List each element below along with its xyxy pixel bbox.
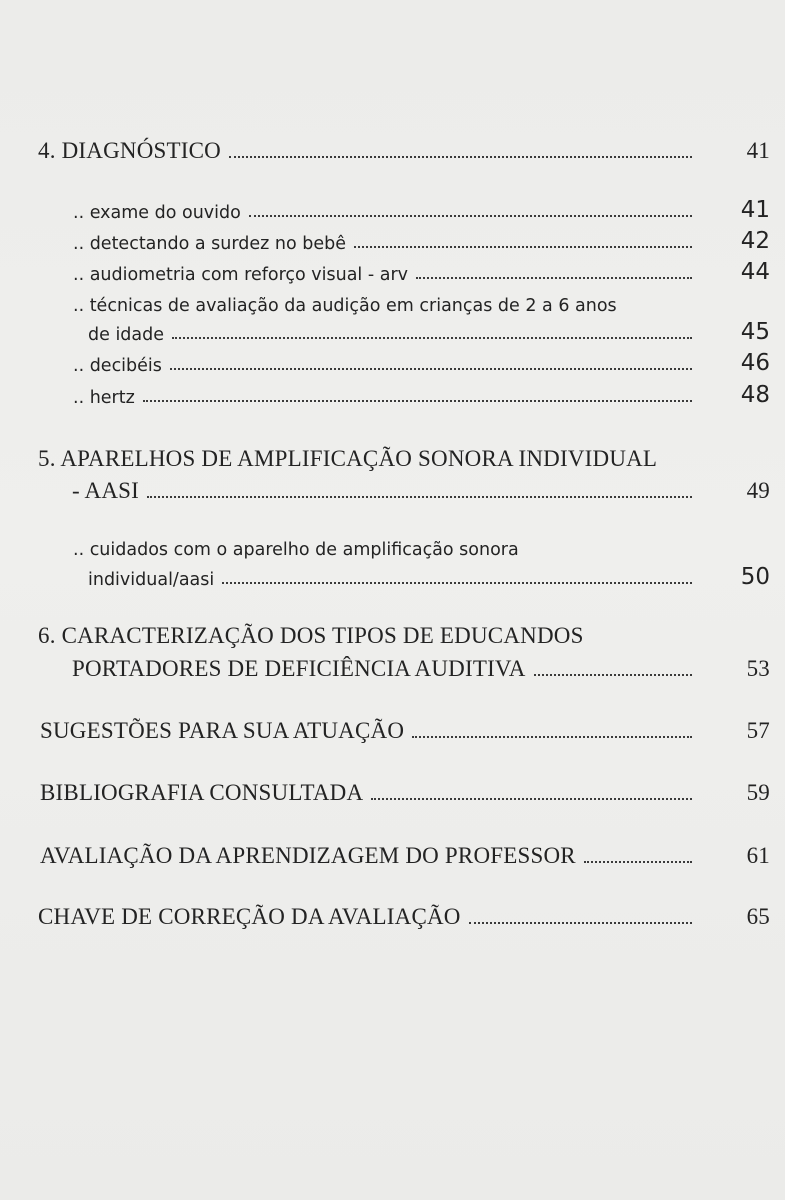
toc-subentry-hertz [73,382,770,408]
toc-subentry-cuidados-line1: .. cuidados com o aparelho de amplificação sonora [73,540,519,560]
toc-subentry-label: .. hertz [73,388,135,408]
toc-page-number: 65 [746,904,770,929]
toc-subentry-label: .. exame do ouvido [73,203,241,223]
toc-entry-caracterizacao [72,656,770,682]
toc-entry-bibliografia [40,780,770,806]
toc-leader-dots [170,368,692,370]
toc-page-number: 48 [740,382,770,408]
toc-leader-dots [249,215,692,217]
toc-leader-dots [354,246,692,248]
toc-entry-title: AVALIAÇÃO DA APRENDIZAGEM DO PROFESSOR [40,843,576,868]
toc-subentry-decibeis [73,350,770,376]
toc-entry-title: CHAVE DE CORREÇÃO DA AVALIAÇÃO [38,904,461,929]
toc-subentry-cuidados [88,564,770,590]
toc-page-number: 44 [740,259,770,285]
toc-page-number: 61 [746,843,770,868]
toc-leader-dots [143,400,692,402]
toc-subentry-label: .. audiometria com reforço visual - arv [73,265,409,285]
toc-subentry-tecnicas-line1: .. técnicas de avaliação da audição em crianças de 2 a 6 anos [73,296,617,316]
toc-entry-sugestoes [40,718,770,744]
toc-page-number: 41 [740,197,770,223]
toc-leader-dots [469,922,692,924]
toc-subentry-detectando-surdez [73,228,770,254]
toc-page-number: 45 [740,319,770,345]
toc-entry-title: - AASI [72,478,140,503]
toc-page-number: 49 [746,478,770,503]
toc-page-number: 42 [740,228,770,254]
toc-entry-title: BIBLIOGRAFIA CONSULTADA [40,780,364,805]
toc-page-number: 46 [740,350,770,376]
toc-subentry-tecnicas [88,319,770,345]
toc-leader-dots [534,674,692,676]
toc-page-number: 53 [746,656,770,681]
toc-subentry-audiometria [73,259,770,285]
toc-entry-aparelhos-line1: 5. APARELHOS DE AMPLIFICAÇÃO SONORA INDIVIDUAL [38,446,658,471]
toc-subentry-label: .. detectando a surdez no bebê [73,234,346,254]
toc-page-number: 41 [746,138,770,163]
toc-entry-title: SUGESTÕES PARA SUA ATUAÇÃO [40,718,405,743]
toc-leader-dots [416,277,692,279]
toc-leader-dots [371,798,692,800]
toc-entry-title: 4. DIAGNÓSTICO [38,138,221,163]
toc-leader-dots [172,337,692,339]
toc-leader-dots [584,861,692,863]
toc-leader-dots [229,156,692,158]
toc-subentry-label: .. decibéis [73,356,162,376]
toc-leader-dots [147,496,692,498]
toc-page-number: 59 [746,780,770,805]
toc-leader-dots [222,582,692,584]
toc-entry-title: PORTADORES DE DEFICIÊNCIA AUDITIVA [72,656,526,681]
toc-entry-caracterizacao-line1: 6. CARACTERIZAÇÃO DOS TIPOS DE EDUCANDOS [38,623,584,648]
toc-leader-dots [412,736,692,738]
toc-page-number: 50 [740,564,770,590]
toc-subentry-label: individual/aasi [88,570,215,590]
toc-subentry-label: de idade [88,325,165,345]
toc-entry-diagnostico [38,138,770,164]
toc-page-number: 57 [746,718,770,743]
toc-entry-aparelhos [72,478,770,504]
toc-entry-chave [38,904,770,930]
toc-entry-avaliacao [40,843,770,869]
toc-subentry-exame-do-ouvido [73,197,770,223]
